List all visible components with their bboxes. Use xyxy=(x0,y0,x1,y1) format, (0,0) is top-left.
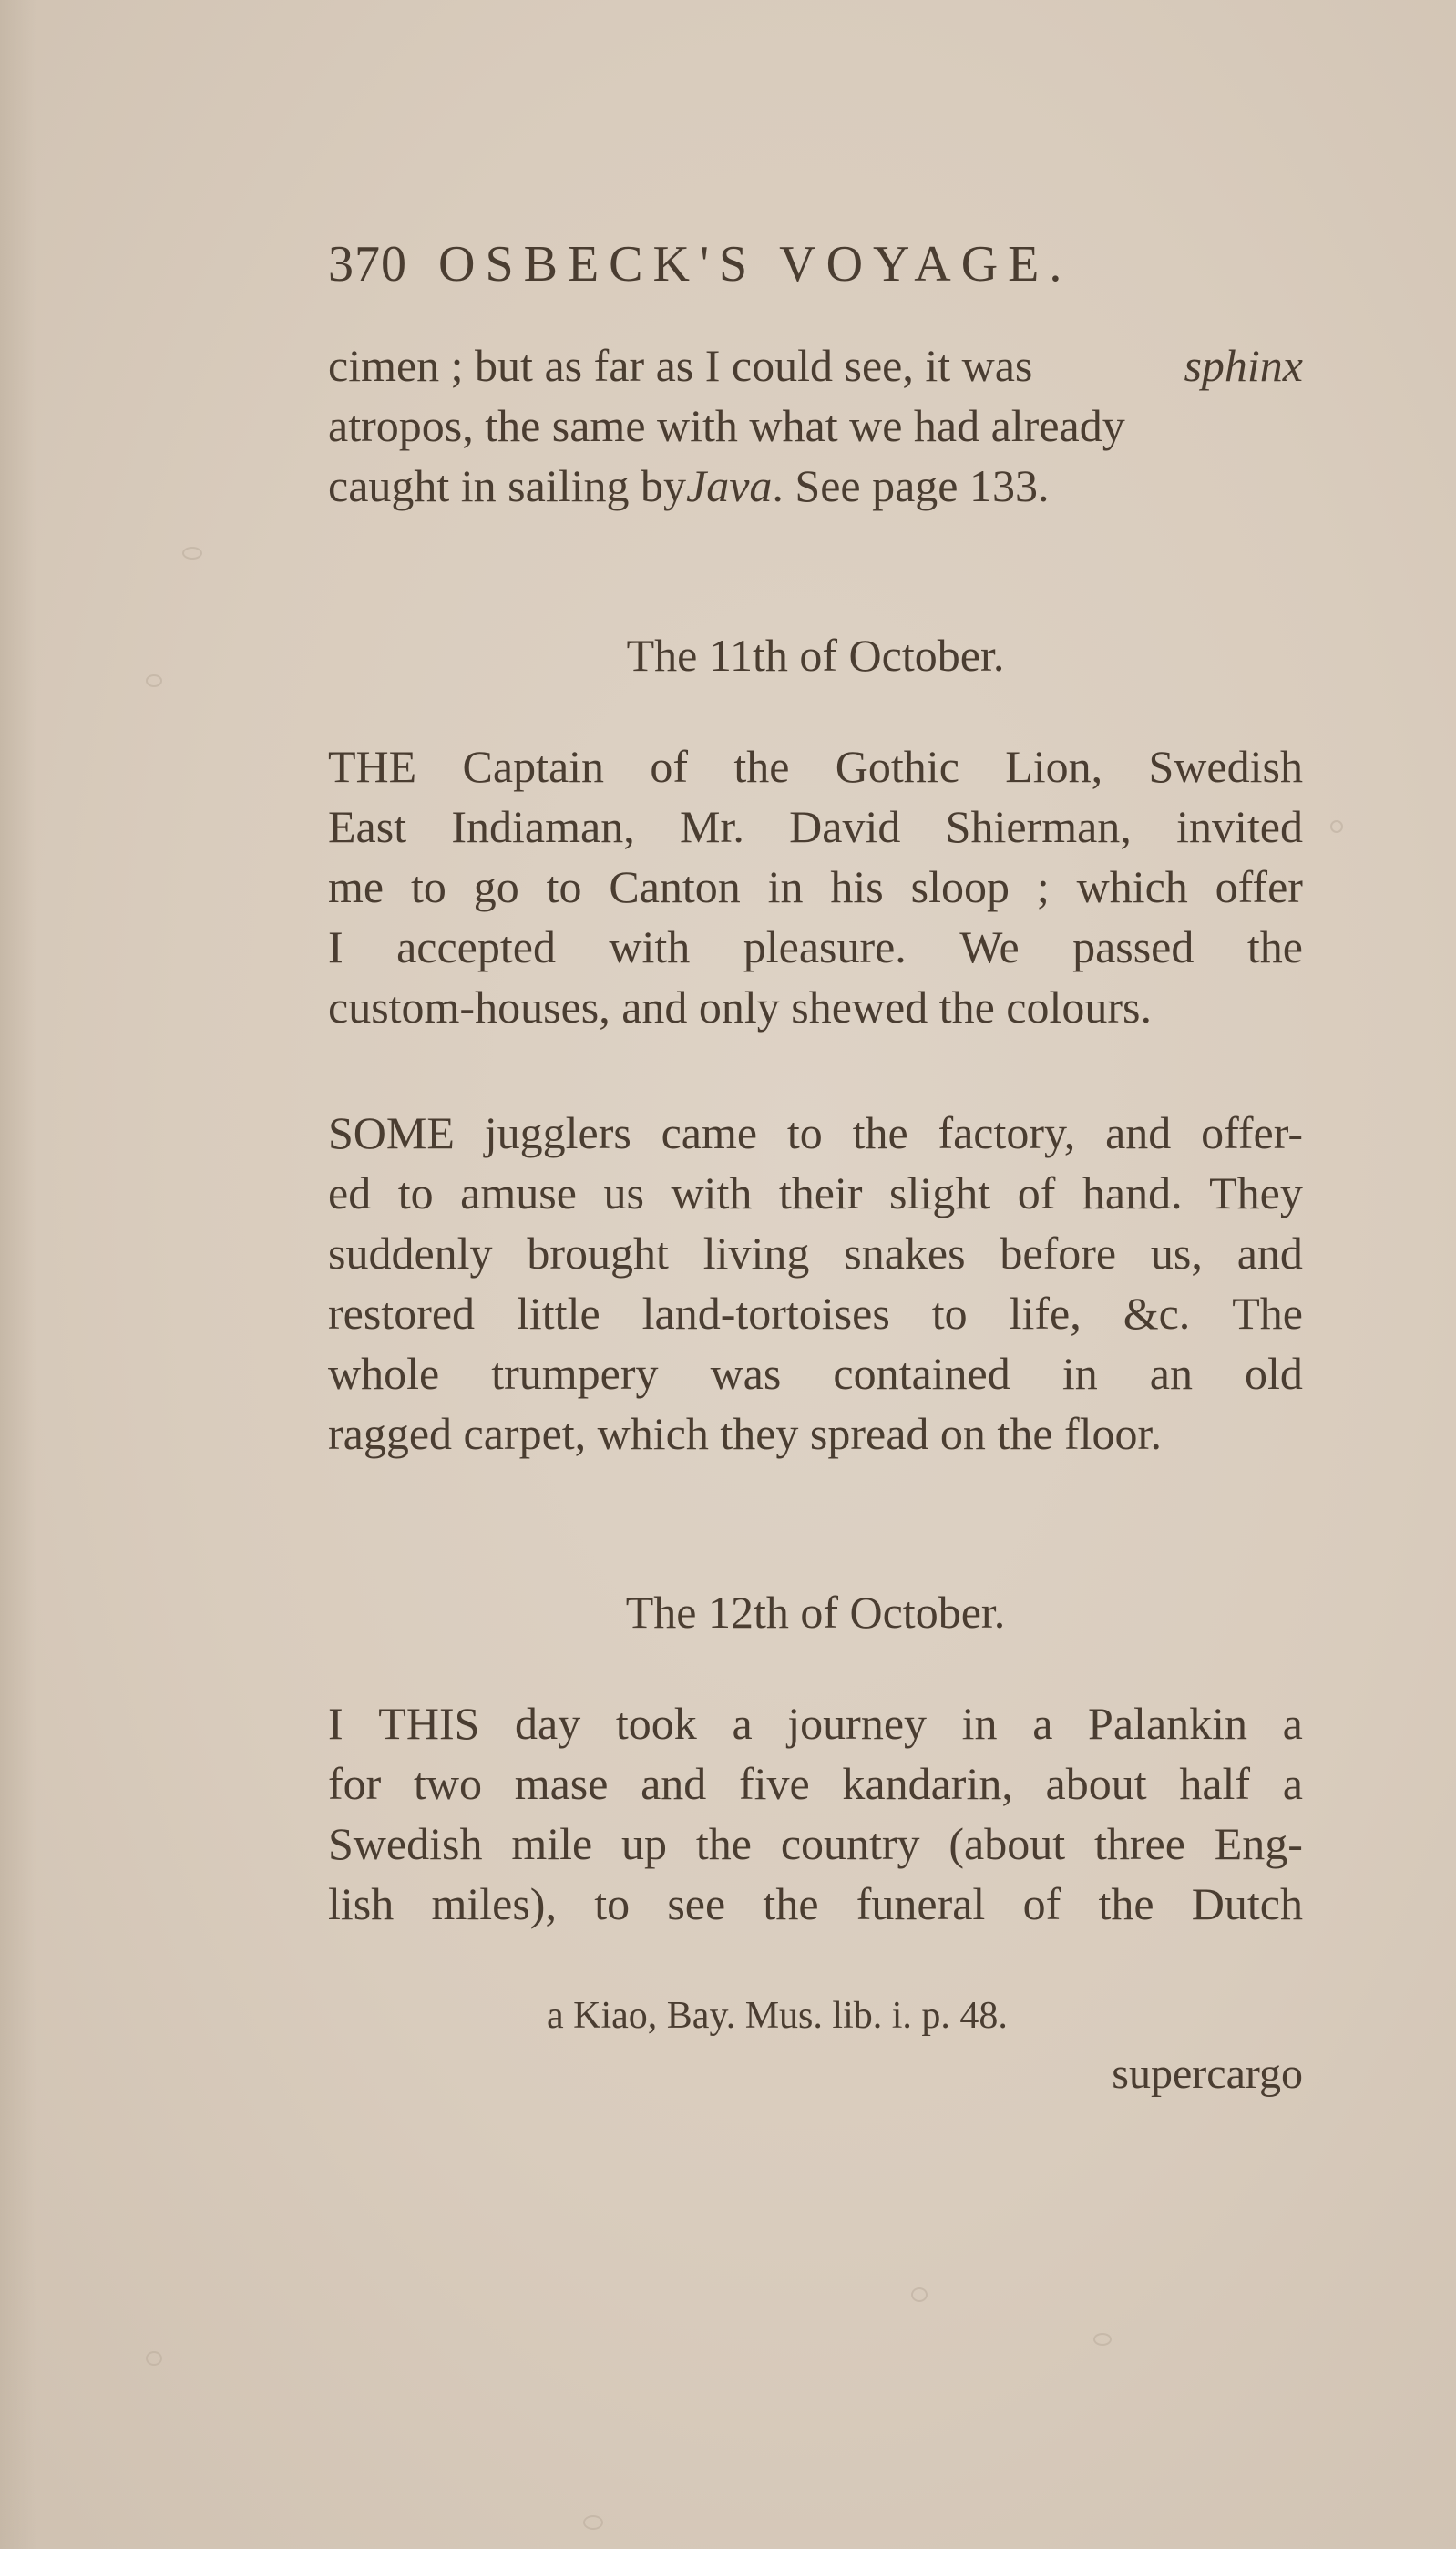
catchword: supercargo xyxy=(1112,2050,1303,2098)
text-line: atropos, the same with what we had already xyxy=(328,400,1125,451)
text-line: me to go to Canton in his sloop ; which offer xyxy=(328,861,1303,912)
text-line: THE Captain of the Gothic Lion, Swedish xyxy=(328,741,1303,792)
text-line: restored little land-tortoises to life, &c. The xyxy=(328,1288,1303,1339)
paragraph-palankin xyxy=(328,1693,1303,1934)
paragraph-captain xyxy=(328,736,1303,1037)
text-line: I accepted with pleasure. We passed the xyxy=(328,921,1303,972)
text-line: lish miles), to see the funeral of the Dutch xyxy=(328,1878,1303,1929)
paper-speck xyxy=(1093,2333,1112,2346)
text-line: caught in sailing by Java . See page 133. xyxy=(328,460,1050,511)
paper-speck xyxy=(182,547,202,560)
text-line: custom-houses, and only shewed the colours. xyxy=(328,982,1153,1033)
text-line: whole trumpery was contained in an old xyxy=(328,1348,1303,1399)
text-line: for two mase and five kandarin, about half a xyxy=(328,1758,1303,1809)
paragraph-jugglers xyxy=(328,1103,1303,1464)
running-title: OSBECK'S VOYAGE. xyxy=(438,236,1072,293)
text-line: SOME jugglers came to the factory, and offer- xyxy=(328,1107,1303,1158)
text-line: cimen ; but as far as I could see, it was sphinx xyxy=(328,340,1303,391)
text-line: Swedish mile up the country (about three Eng- xyxy=(328,1818,1303,1869)
text-line: East Indiaman, Mr. David Shierman, invited xyxy=(328,801,1303,852)
running-header xyxy=(328,235,1175,293)
intro-text xyxy=(328,335,1303,516)
text-line: ragged carpet, which they spread on the floor. xyxy=(328,1408,1162,1459)
paper-speck xyxy=(146,2351,162,2366)
section-date-11-october: The 11th of October. xyxy=(626,630,1005,681)
section-date-12-october: The 12th of October. xyxy=(625,1587,1006,1638)
paper-speck xyxy=(583,2515,603,2530)
text-line: I THIS day took a journey in a Palankin a xyxy=(328,1698,1303,1749)
paper-speck xyxy=(1330,820,1343,833)
page-number: 370 xyxy=(328,236,407,293)
text-line: suddenly brought living snakes before us, and xyxy=(328,1228,1303,1279)
text-line: ed to amuse us with their slight of hand. They xyxy=(328,1167,1303,1218)
paper-speck xyxy=(911,2287,928,2302)
paper-speck xyxy=(146,674,162,687)
page-edge-shadow xyxy=(0,0,36,2549)
footnote: a Kiao, Bay. Mus. lib. i. p. 48. xyxy=(547,1995,1008,2037)
